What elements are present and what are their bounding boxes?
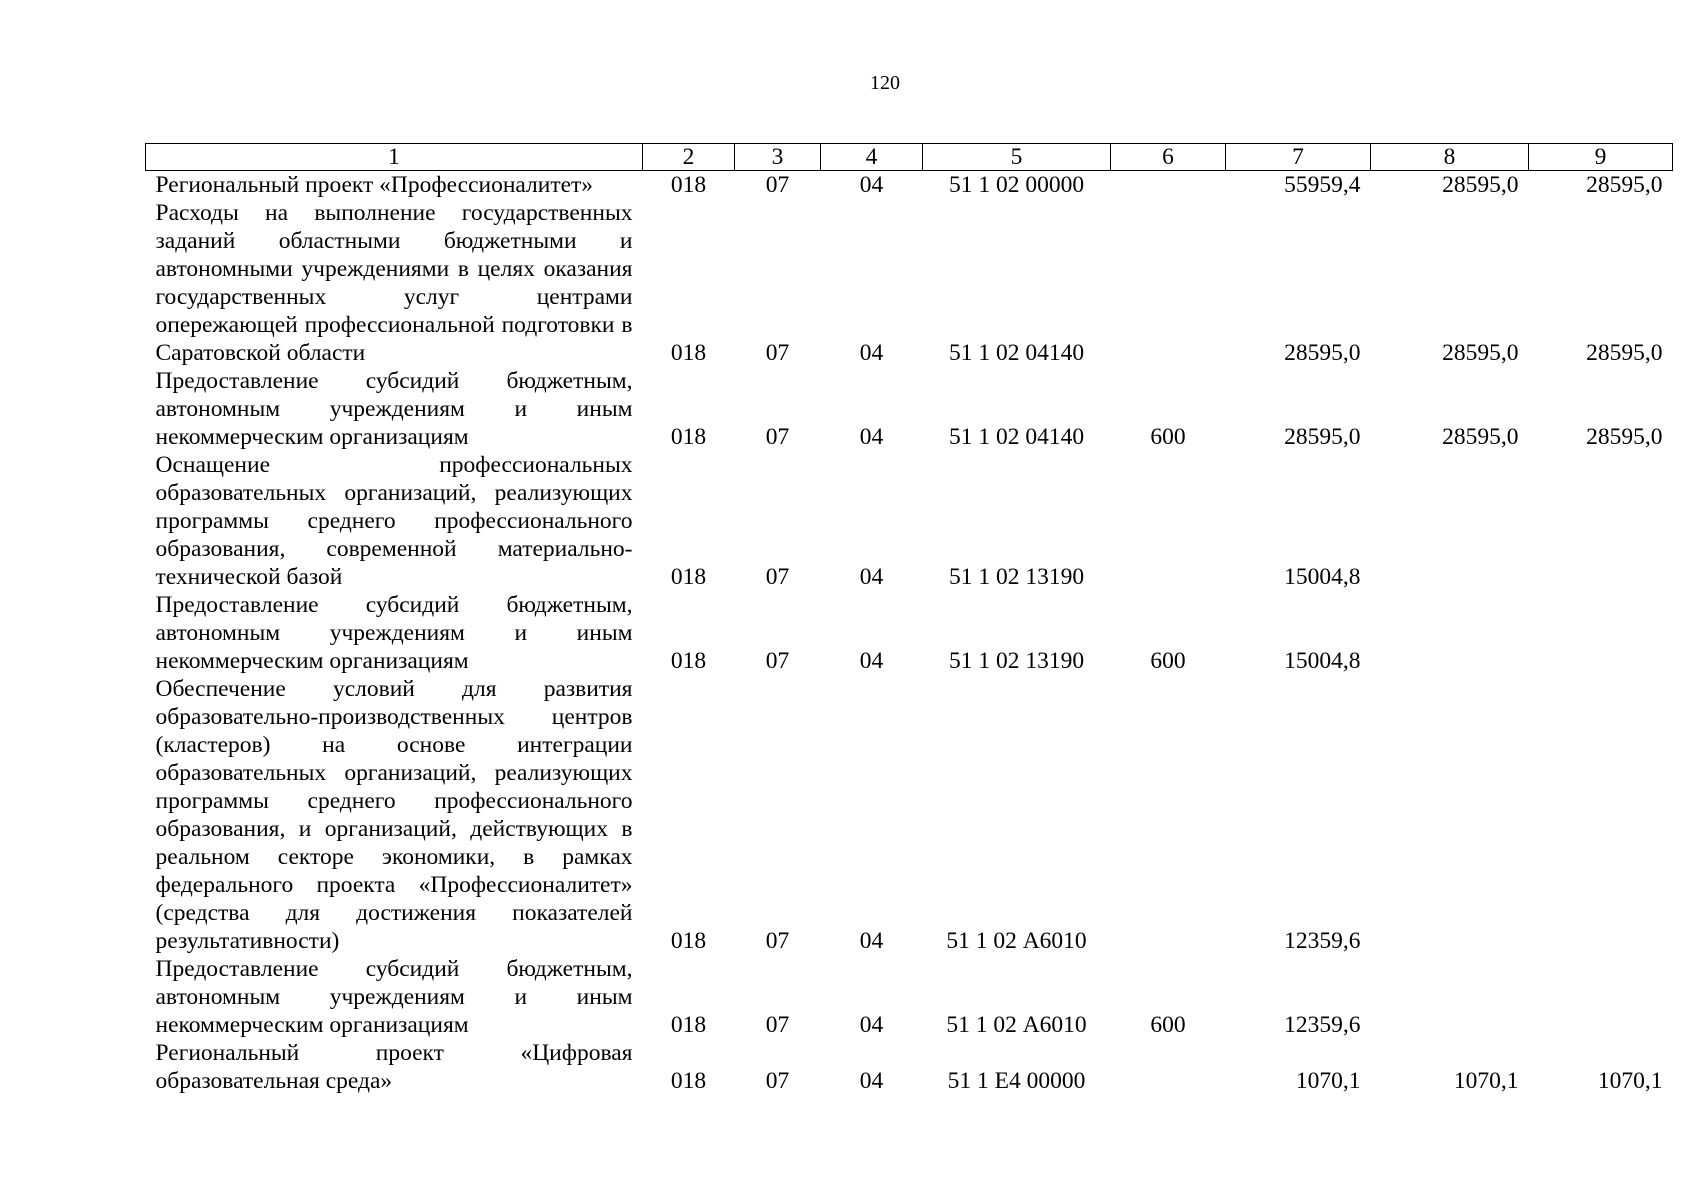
- cell-col7: 15004,8: [1284, 648, 1361, 674]
- column-header-8: 8: [1371, 144, 1529, 171]
- cell-col4: 04: [859, 1068, 884, 1094]
- row-description: Предоставление субсидий бюджетным, автономным учреждениям и иным некоммерческим организациям: [155, 956, 633, 1038]
- cell-col3: 07: [765, 1012, 790, 1038]
- cell-col8: 1070,1: [1453, 1068, 1519, 1094]
- cell-col7: 12359,6: [1284, 928, 1361, 954]
- cell-col4: 04: [859, 648, 884, 674]
- cell-col4: 04: [859, 340, 884, 366]
- cell-col2: 018: [670, 424, 707, 450]
- cell-col9: [1529, 955, 1673, 1039]
- row-description: Предоставление субсидий бюджетным, автономным учреждениям и иным некоммерческим организациям: [155, 368, 633, 450]
- cell-col5: 51 1 02 А6010: [946, 1012, 1087, 1038]
- cell-col7: 12359,6: [1284, 1012, 1361, 1038]
- table-row: [146, 451, 1673, 591]
- row-description: Предоставление субсидий бюджетным, автономным учреждениям и иным некоммерческим организациям: [155, 592, 633, 674]
- column-header-5: 5: [923, 144, 1111, 171]
- cell-col6: 600: [1150, 648, 1186, 674]
- cell-col6: [1111, 1039, 1226, 1095]
- cell-col9: 28595,0: [1586, 424, 1663, 450]
- row-description: Региональный проект «Цифровая образовательная среда»: [155, 1040, 633, 1094]
- cell-col8: 28595,0: [1442, 424, 1519, 450]
- cell-col5: 51 1 Е4 00000: [947, 1068, 1086, 1094]
- table-row: [146, 367, 1673, 451]
- cell-col4: 04: [859, 1012, 884, 1038]
- cell-col5: 51 1 02 А6010: [946, 928, 1087, 954]
- table-row: [146, 1039, 1673, 1095]
- cell-col6: [1111, 451, 1226, 591]
- header-row: [146, 144, 1673, 171]
- cell-col8: [1371, 591, 1529, 675]
- row-description: Расходы на выполнение государственных заданий областными бюджетными и автономными учреждениями в целях оказания государственных услуг центрами опережающей профессиональной подготовки в Саратовской области: [155, 200, 633, 366]
- cell-col7: 28595,0: [1284, 424, 1361, 450]
- cell-col2: 018: [670, 340, 707, 366]
- cell-col3: 07: [765, 340, 790, 366]
- cell-col8: 28595,0: [1442, 340, 1519, 366]
- cell-col3: 07: [765, 648, 790, 674]
- cell-col6: [1111, 675, 1226, 955]
- table-header: [146, 144, 1673, 171]
- cell-col7: 55959,4: [1284, 172, 1361, 198]
- column-header-4: 4: [821, 144, 923, 171]
- cell-col3: 07: [765, 564, 790, 590]
- cell-col8: [1371, 955, 1529, 1039]
- cell-col2: 018: [670, 648, 707, 674]
- table-row: [146, 591, 1673, 675]
- table-row: [146, 199, 1673, 367]
- column-header-7: 7: [1226, 144, 1371, 171]
- table-row: [146, 675, 1673, 955]
- cell-col6: 600: [1150, 1012, 1186, 1038]
- cell-col8: [1371, 451, 1529, 591]
- cell-col5: 51 1 02 13190: [948, 648, 1085, 674]
- cell-col4: 04: [859, 172, 884, 198]
- row-description: Региональный проект «Профессионалитет»: [155, 172, 594, 198]
- cell-col6: [1111, 171, 1226, 200]
- cell-col9: 28595,0: [1586, 172, 1663, 198]
- cell-col9: 1070,1: [1597, 1068, 1663, 1094]
- cell-col4: 04: [859, 564, 884, 590]
- cell-col5: 51 1 02 13190: [948, 564, 1085, 590]
- cell-col9: [1529, 591, 1673, 675]
- table-row: [146, 171, 1673, 200]
- cell-col4: 04: [859, 928, 884, 954]
- column-header-9: 9: [1529, 144, 1673, 171]
- cell-col2: 018: [670, 928, 707, 954]
- cell-col2: 018: [670, 1012, 707, 1038]
- cell-col8: 28595,0: [1442, 172, 1519, 198]
- page-number: 120: [870, 72, 900, 94]
- row-description: Обеспечение условий для развития образовательно-производственных центров (кластеров) на основе интеграции образовательных организаций, реализующих программы среднего профессионального образования, и организаций, действующих в реальном секторе экономики, в рамках федерального проекта «Профессионалитет» (средства для достижения показателей результативности): [155, 676, 633, 954]
- cell-col7: 15004,8: [1284, 564, 1361, 590]
- column-header-2: 2: [643, 144, 735, 171]
- cell-col9: [1529, 451, 1673, 591]
- cell-col3: 07: [765, 172, 790, 198]
- table-row: [146, 955, 1673, 1039]
- table-body: [146, 171, 1673, 1096]
- cell-col4: 04: [859, 424, 884, 450]
- column-header-6: 6: [1111, 144, 1226, 171]
- cell-col2: 018: [670, 564, 707, 590]
- cell-col9: [1529, 675, 1673, 955]
- cell-col3: 07: [765, 424, 790, 450]
- cell-col5: 51 1 02 00000: [948, 172, 1085, 198]
- cell-col3: 07: [765, 1068, 790, 1094]
- cell-col2: 018: [670, 172, 707, 198]
- cell-col7: 1070,1: [1295, 1068, 1361, 1094]
- cell-col6: 600: [1150, 424, 1186, 450]
- cell-col5: 51 1 02 04140: [948, 340, 1085, 366]
- budget-table: [145, 143, 1673, 1095]
- column-header-3: 3: [735, 144, 821, 171]
- cell-col8: [1371, 675, 1529, 955]
- column-header-1: 1: [146, 144, 643, 171]
- cell-col6: [1111, 199, 1226, 367]
- cell-col7: 28595,0: [1284, 340, 1361, 366]
- cell-col9: 28595,0: [1586, 340, 1663, 366]
- row-description: Оснащение профессиональных образовательных организаций, реализующих программы среднего профессионального образования, современной материально-технической базой: [155, 452, 633, 590]
- cell-col3: 07: [765, 928, 790, 954]
- cell-col2: 018: [670, 1068, 707, 1094]
- cell-col5: 51 1 02 04140: [948, 424, 1085, 450]
